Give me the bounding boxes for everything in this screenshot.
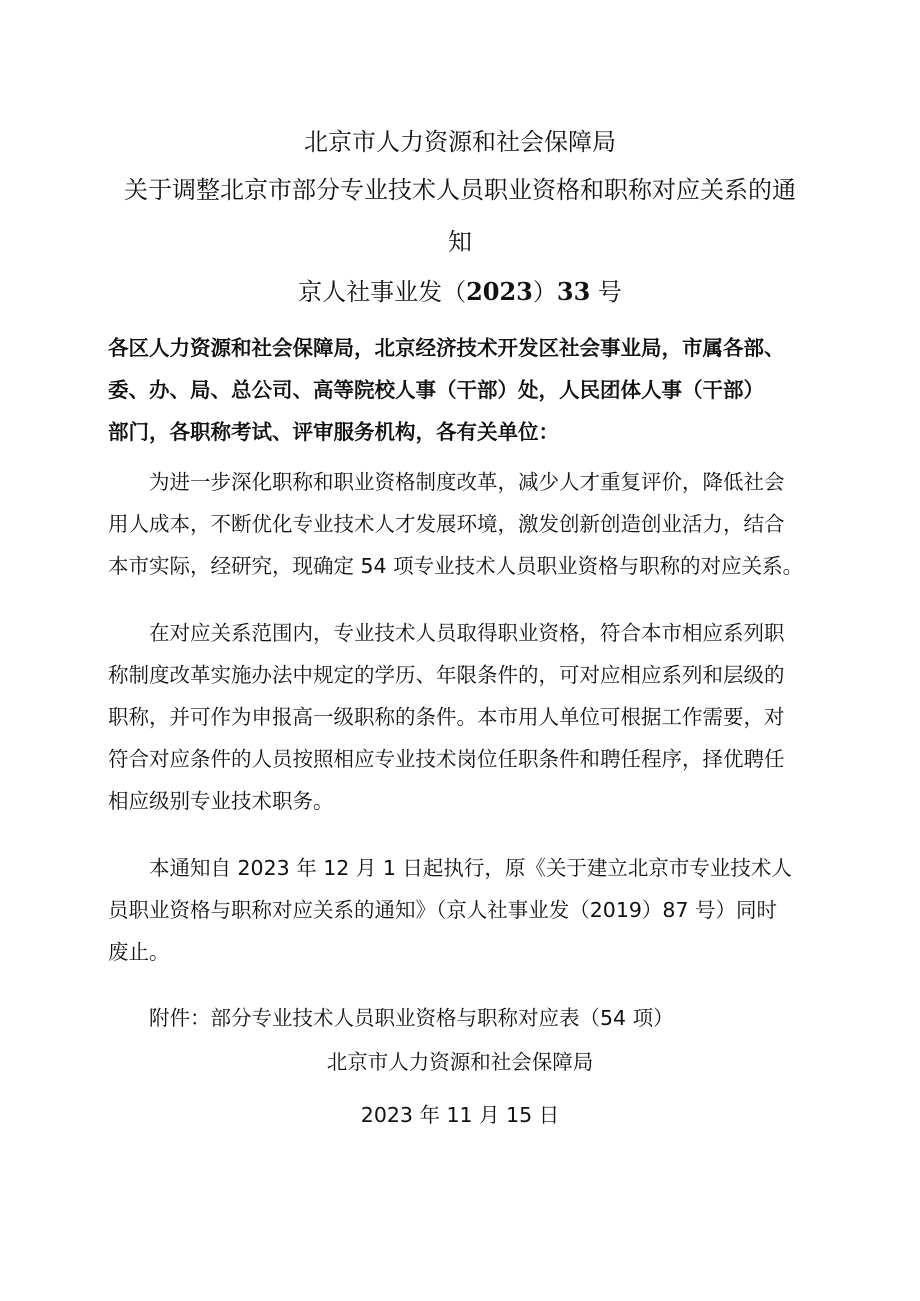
paragraph-line: 为进一步深化职称和职业资格制度改革，减少人才重复评价，降低社会	[149, 470, 785, 494]
paragraph-line: 称制度改革实施办法中规定的学历、年限条件的，可对应相应系列和层级的	[108, 663, 785, 687]
document-title-line-1: 北京市人力资源和社会保障局	[304, 128, 616, 156]
document-title-line-2: 关于调整北京市部分专业技术人员职业资格和职称对应关系的通	[124, 176, 796, 204]
attachment-note	[108, 997, 820, 1039]
paragraph-line: 用人成本，不断优化专业技术人才发展环境，激发创新创造创业活力，结合	[108, 512, 785, 536]
document-number-num: 33	[556, 277, 591, 306]
paragraph-line: 相应级别专业技术职务。	[108, 789, 334, 813]
document-number-suffix: 号	[590, 278, 622, 306]
addressee-line: 部门，各职称考试、评审服务机构，各有关单位：	[108, 420, 559, 444]
addressee-line: 各区人力资源和社会保障局，北京经济技术开发区社会事业局，市属各部、	[108, 336, 785, 360]
document-number-mid: ）	[532, 278, 557, 306]
document-number	[0, 276, 920, 308]
paragraph-line: 员职业资格与职称对应关系的通知》（京人社事业发（2019）87 号）同时	[108, 898, 778, 922]
paragraph-line: 符合对应条件的人员按照相应专业技术岗位任职条件和聘任程序，择优聘任	[108, 747, 785, 771]
signature-organization: 北京市人力资源和社会保障局	[326, 1050, 594, 1074]
paragraph-line: 职称，并可作为申报高一级职称的条件。本市用人单位可根据工作需要，对	[108, 705, 785, 729]
paragraph-line: 在对应关系范围内，专业技术人员取得职业资格，符合本市相应系列职	[149, 621, 785, 645]
addressee-block	[108, 327, 820, 453]
body-paragraph-2	[108, 612, 820, 822]
paragraph-line: 废止。	[108, 940, 170, 964]
paragraph-line: 本通知自 2023 年 12 月 1 日起执行，原《关于建立北京市专业技术人	[149, 856, 792, 880]
body-paragraph-3	[108, 847, 820, 973]
paragraph-line: 本市实际，经研究，现确定 54 项专业技术人员职业资格与职称的对应关系。	[108, 554, 804, 578]
attachment-line: 附件：部分专业技术人员职业资格与职称对应表（54 项）	[149, 1006, 674, 1030]
body-paragraph-1	[108, 461, 820, 587]
document-title-line-3: 知	[448, 228, 472, 256]
document-number-prefix: 京人社事业发（	[298, 278, 467, 306]
document-number-year: 2023	[466, 277, 533, 306]
signature-date: 2023 年 11 月 15 日	[360, 1103, 560, 1127]
addressee-line: 委、办、局、总公司、高等院校人事（干部）处，人民团体人事（干部）	[108, 378, 764, 402]
